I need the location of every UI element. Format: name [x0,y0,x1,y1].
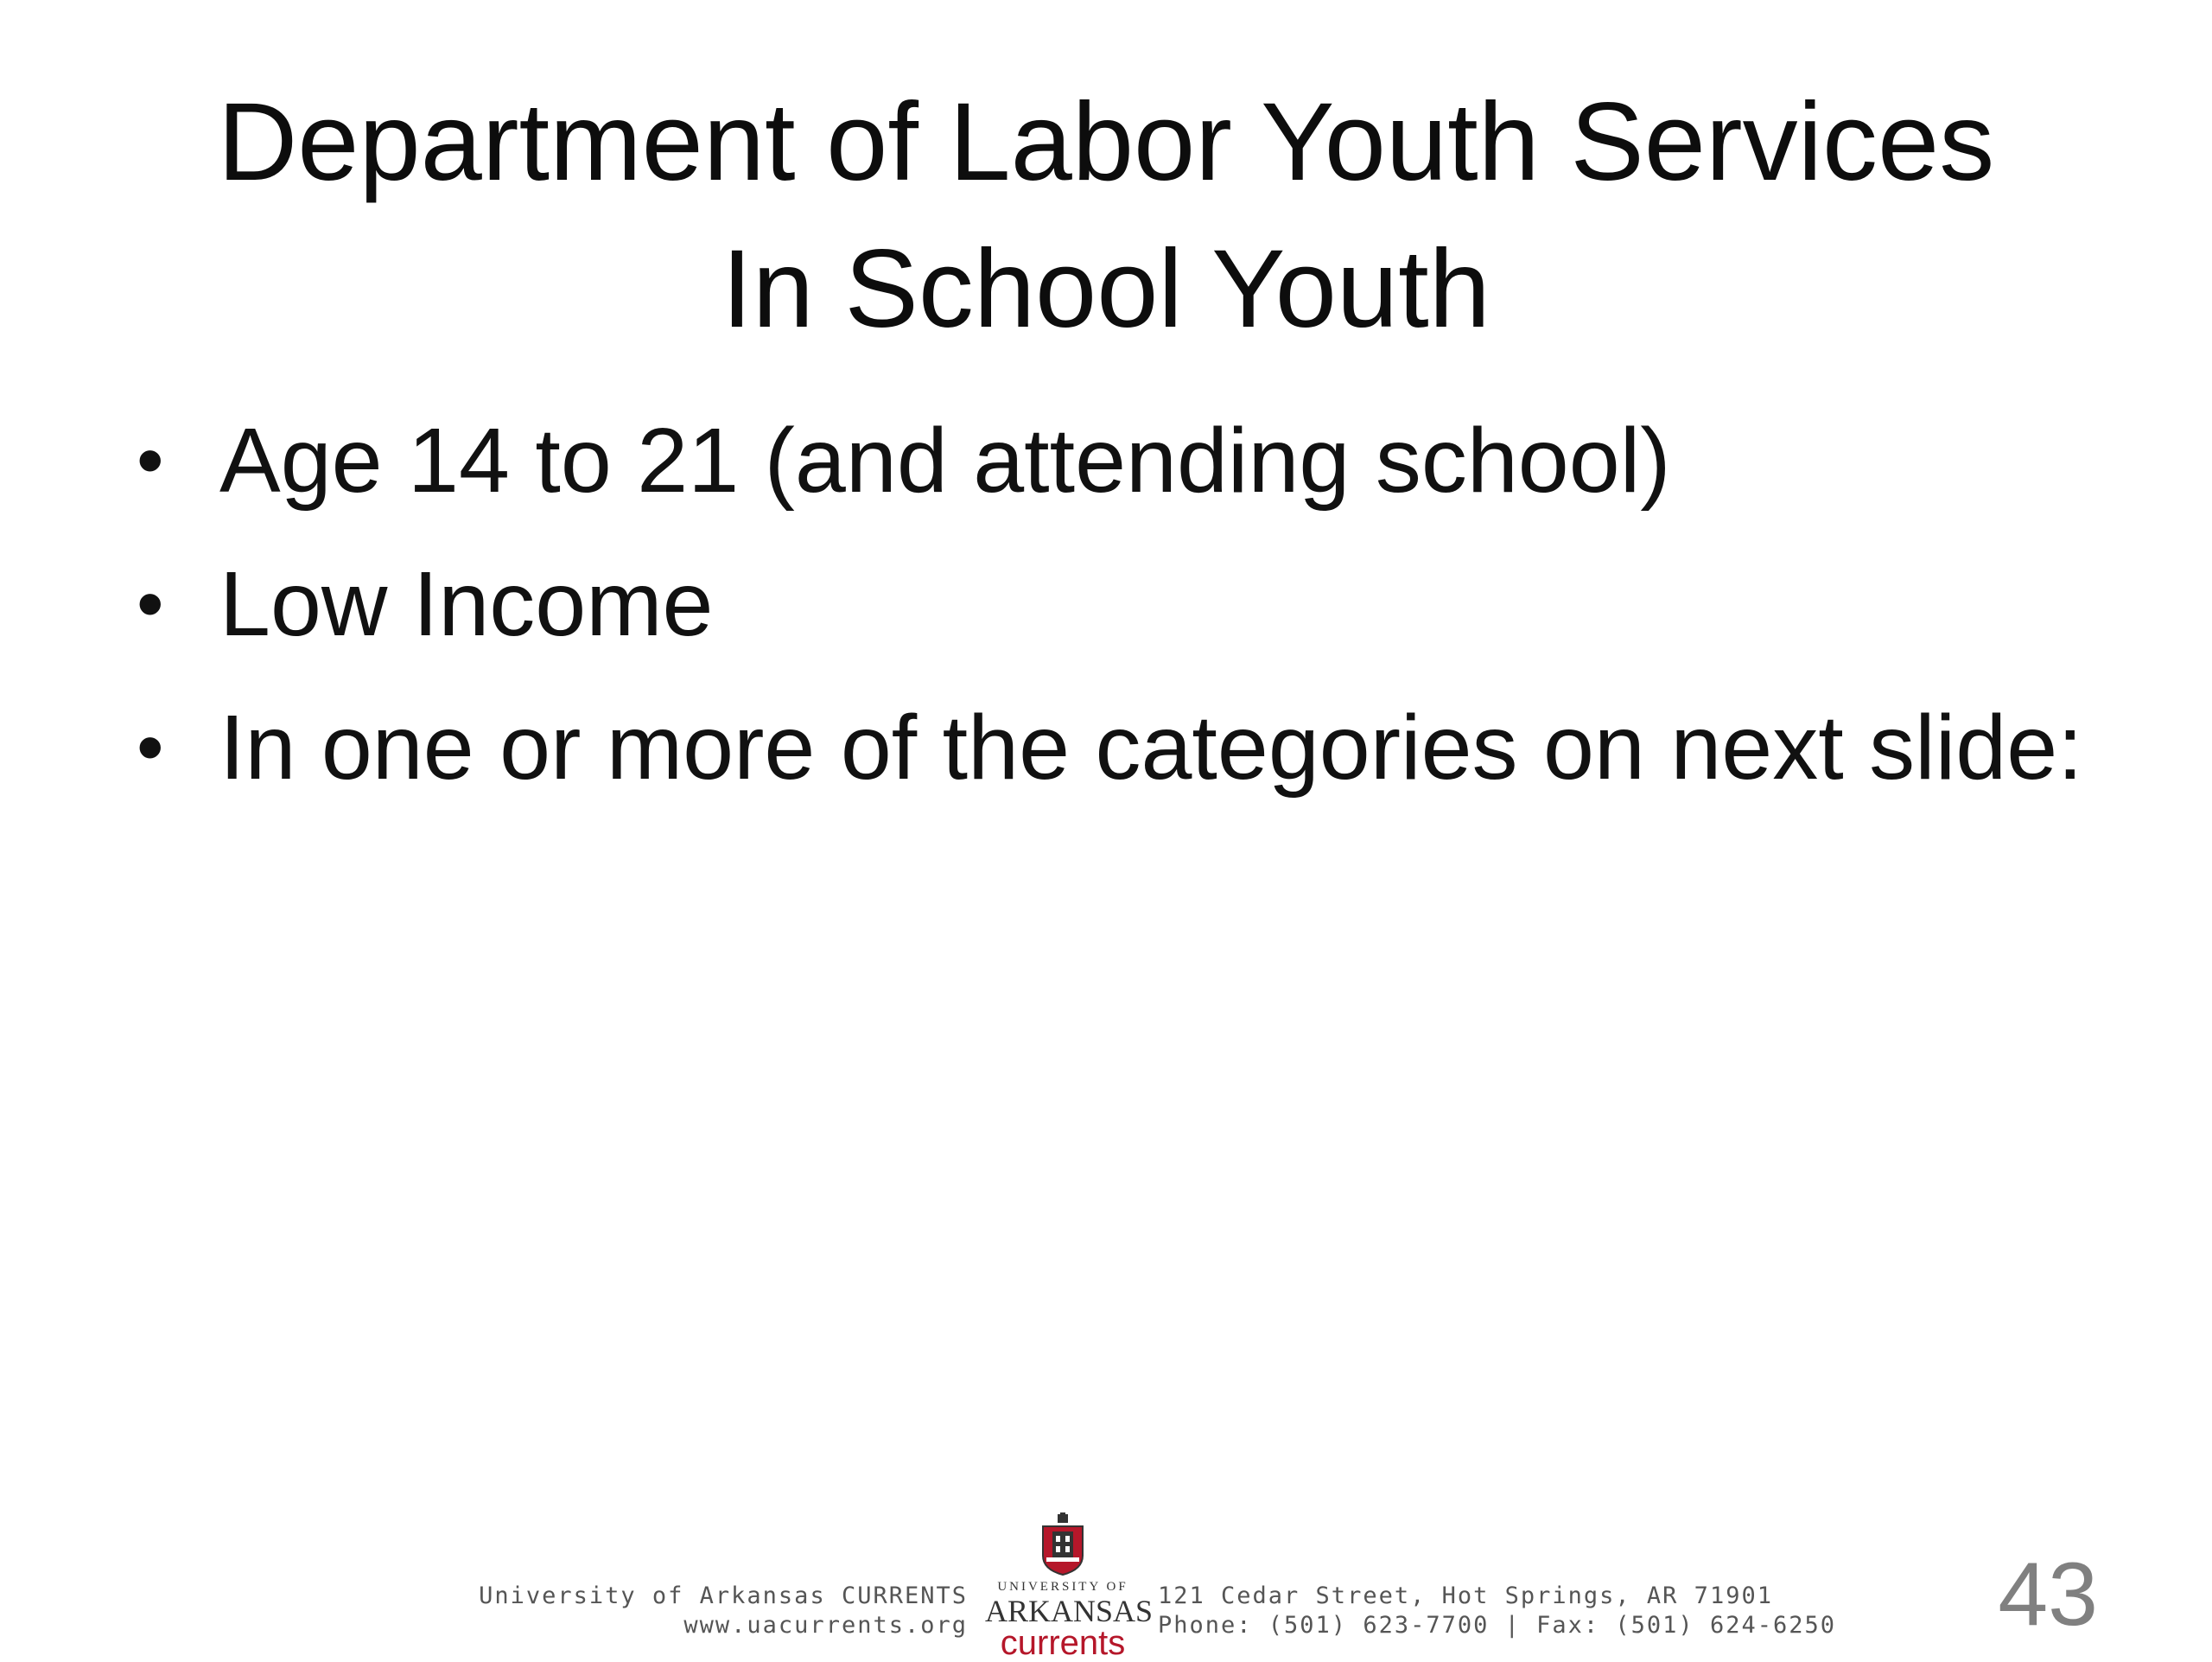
logo-currents: currents [1000,1624,1126,1662]
bullet-item [130,691,2083,804]
footer-address: 121 Cedar Street, Hot Springs, AR 71901 [1158,1582,1773,1609]
bullet-dot-icon: • [137,561,164,647]
bullet-text: In one or more of the categories on next slide: [219,697,2083,799]
slide-title-line-2: In School Youth [721,227,1491,351]
bullet-item [130,404,2083,517]
bullet-list [130,404,2083,835]
footer-phone-fax: Phone: (501) 623-7700 | Fax: (501) 624-6250 [1158,1612,1836,1639]
bullet-dot-icon: • [137,417,164,504]
bullet-text: Low Income [219,553,714,655]
footer-org-name: University of Arkansas CURRENTS [479,1582,968,1609]
bullet-dot-icon: • [137,704,164,791]
bullet-text: Age 14 to 21 (and attending school) [219,410,1671,512]
footer-org-url: www.uacurrents.org [683,1612,968,1639]
old-main-crest-icon [1039,1512,1086,1576]
logo-university-of: UNIVERSITY OF [997,1580,1128,1594]
slide-footer [0,1504,2212,1662]
logo-arkansas: ARKANSAS [985,1594,1154,1628]
slide-title-line-1: Department of Labor Youth Services [217,80,1995,204]
bullet-item [130,548,2083,660]
footer-contact [1158,1582,1836,1640]
university-logo [985,1512,1154,1662]
slide-title [0,69,2212,363]
slide-number: 43 [1998,1544,2098,1645]
footer-organization [479,1582,968,1640]
